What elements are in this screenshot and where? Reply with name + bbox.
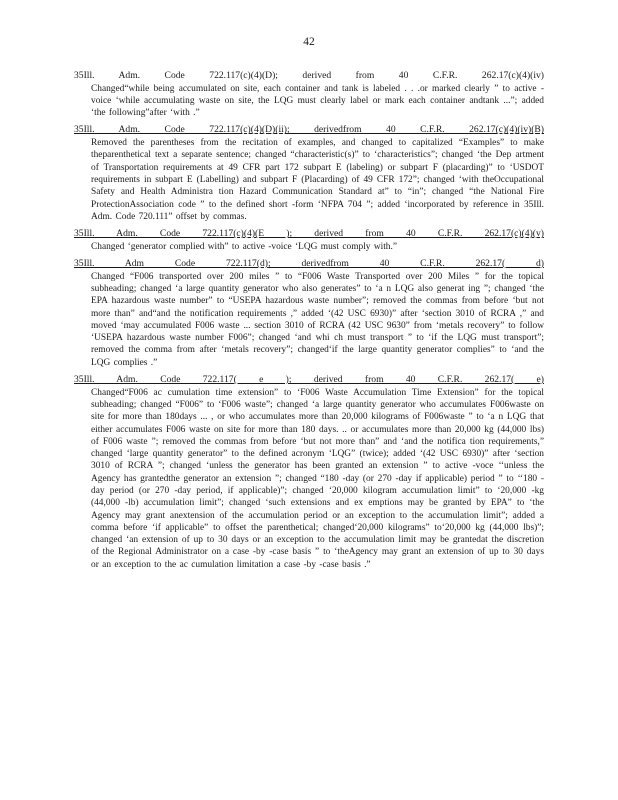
amendment-entry	[74, 124, 544, 223]
entry-citation: 35Ill. Adm Code 722.117(d); derivedfrom 40 C.F.R. 262.17( d)	[74, 258, 544, 270]
entry-citation: 35Ill. Adm. Code 722.117( e ); derived from 40 C.F.R. 262.17( e)	[74, 374, 544, 386]
amendment-entry	[74, 258, 544, 369]
entry-description: Changed “F006 transported over 200 miles ” to “F006 Waste Transported over 200 Miles ” for the topical subheading; changed ‘a large quantity generator who also generates” to ‘a n LQG also generat ing ”; changed ‘the EPA hazardous waste number” to “USEPA hazardous waste number”; removed the commas from before ‘but not more than” and“and the notification requirements ,” added ‘(42 USC 6930)” after ‘section 3010 of RCRA ,” and moved ‘may accumulated F006 waste ... section 3010 of RCRA (42 USC 9630” from ‘metals recovery” to follow ‘USEPA hazardous waste number F006”; changed ‘and whi ch must transport ” to ‘if the LQG must transport”; removed the comma from after ‘metals recovery”; changed‘if the large quantity generator complies” to ‘and the LQG complies .”	[91, 271, 544, 368]
entry-citation: 35Ill. Adm. Code 722.117(c)(4)(E ); derived from 40 C.F.R. 262.17(c)(4)(v)	[74, 228, 544, 240]
amendment-entry	[74, 70, 544, 119]
entry-description: Changed“F006 ac cumulation time extension” to ‘F006 Waste Accumulation Time Extension” for the topical subheading; changed “F006” to ‘F006 waste”; changed ‘a large quantity generator who accumulates F006waste on site for more than 180days ... , or who accumulates more than 20,000 kilograms of F006waste ” to ‘a n LQG that either accumulates F006 waste on site for more than 180 days. .. or accumulates more than 20,000 kg (44,000 lbs) of F006 waste ”; removed the commas from before ‘but not more than” and ‘and the notifica tion requirements,” changed ‘large quantity generator” to the defined acronym ‘LQG” (twice); added ‘(42 USC 6930)” after ‘section 3010 of RCRA ”; changed ‘unless the generator has been granted an extension ” to active -voce ‘‘unless the Agency has grantedthe generator an extension ”; changed “180 -day (or 270 -day if applicable) period ” to ‘‘180 -day period (or 270 -day period, if applicable)”; changed ‘20,000 kilogram accumulation limit” to ‘20,000 -kg (44,000 -lb) accumulation limit”; changed ‘such extensions and ex emptions may be granted by EPA” to ‘the Agency may grant anextension of the accumulation period or an exception to the accumulation limit”; added a comma before ‘if applicable” to offset the parenthetical; changed‘20,000 kilograms” to‘20,000 kg (44,000 lbs)”; changed ‘an extension of up to 30 days or an exception to the accumulation limit may be grantedat the discretion of the Regional Administrator on a case -by -case basis ” to ‘theAgency may grant an extension of up to 30 days or an exception to the ac cumulation limitation a case -by -case basis .”	[91, 387, 544, 570]
amendment-entry	[74, 374, 544, 571]
entry-description: Changed“while being accumulated on site, each container and tank is labeled . . .or marked clearly ” to active -voice ‘while accumulating waste on site, the LQG must clearly label or mark each container andtank ...”; added ‘the following”after ‘with .”	[91, 83, 544, 119]
amendment-entry	[74, 228, 544, 253]
document-body	[74, 70, 544, 576]
entry-description: Changed ‘generator complied with” to active -voice ‘LQG must comply with.”	[91, 241, 398, 252]
entry-citation: 35Ill. Adm. Code 722.117(c)(4)(D); derived from 40 C.F.R. 262.17(c)(4)(iv)	[74, 70, 544, 81]
entry-description: Removed the parentheses from the recitation of examples, and changed to capitalized “Examples” to make theparenthetical text a separate sentence; changed “characteristic(s)” to ‘characteristics”; changed ‘the Dep artment of Transportation requirements at 49 CFR part 172 subpart E (labeling) or subpart F (placarding)” to ‘USDOT requirements in subpart E (Labelling) and subpart F (Placarding) of 49 CFR 172”; changed ‘with theOccupational Safety and Health Administra tion Hazard Communication Standard at” to “in”; changed “the National Fire ProtectionAssociation code ” to the defined short -form ‘NFPA 704 ”; added ‘incorporated by reference in 35Ill. Adm. Code 720.111” offset by commas.	[91, 138, 544, 222]
entry-citation: 35Ill. Adm. Code 722.117(c)(4)(D)(ii); derivedfrom 40 C.F.R. 262.17(c)(4)(iv)(B)	[74, 124, 544, 136]
page-number: 42	[303, 36, 315, 48]
